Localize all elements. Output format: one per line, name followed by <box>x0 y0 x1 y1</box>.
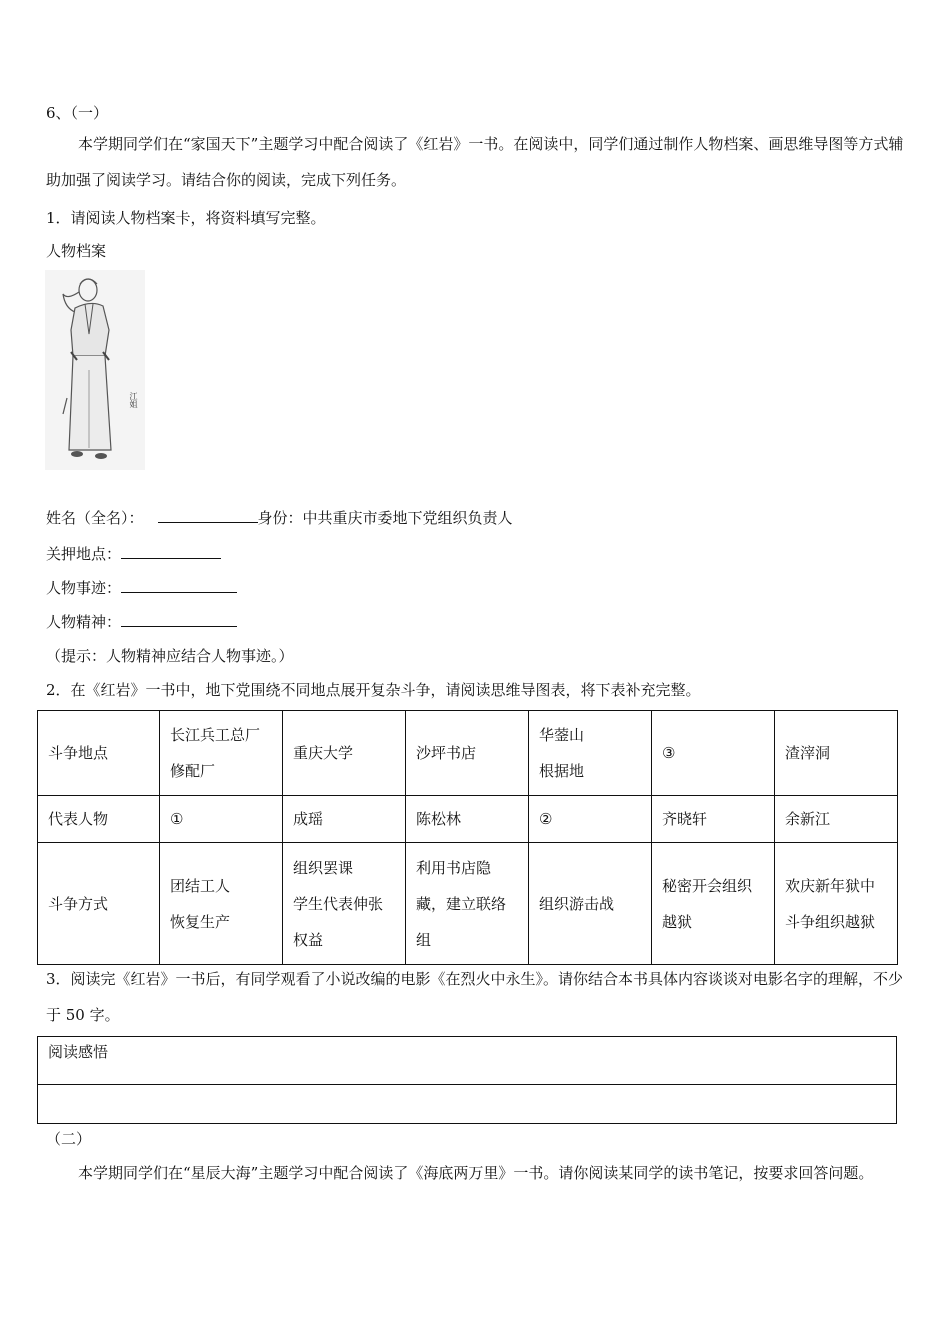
name-label: 姓名（全名）： <box>46 509 144 527</box>
reading-answer-area[interactable] <box>38 1085 897 1124</box>
prison-blank[interactable] <box>121 544 221 559</box>
table-cell: 组织罢课 学生代表伸张 权益 <box>283 843 406 965</box>
task-3-prompt: 3．阅读完《红岩》一书后，有同学观看了小说改编的电影《在烈火中永生》。请你结合本书具体内容谈谈对电影名字的理解，不少于 50 字。 <box>46 970 904 1024</box>
table-cell: 欢庆新年狱中 斗争组织越狱 <box>775 843 898 965</box>
question-number: 6、（一） <box>46 104 109 122</box>
portrait-caption: 江姐 <box>129 392 138 408</box>
name-blank[interactable] <box>158 508 258 523</box>
table-cell: 渣滓洞 <box>775 711 898 796</box>
reading-box-label: 阅读感悟 <box>38 1037 897 1085</box>
profile-title: 人物档案 <box>46 242 107 260</box>
struggle-table <box>37 710 898 965</box>
part1-intro: 本学期同学们在“家国天下”主题学习中配合阅读了《红岩》一书。在阅读中，同学们通过制作人物档案、画思维导图等方式辅助加强了阅读学习。请结合你的阅读，完成下列任务。 <box>46 135 904 189</box>
prison-field-row <box>46 543 221 564</box>
prison-label: 关押地点： <box>46 545 122 563</box>
part2-number: （二） <box>46 1130 92 1148</box>
hint-text: （提示：人物精神应结合人物事迹。） <box>46 647 294 665</box>
spirit-label: 人物精神： <box>46 613 122 631</box>
table-cell: 长江兵工总厂 修配厂 <box>160 711 283 796</box>
part2-intro: 本学期同学们在“星辰大海”主题学习中配合阅读了《海底两万里》一书。请你阅读某同学的读书笔记，按要求回答问题。 <box>78 1164 874 1182</box>
blank-cell-2[interactable]: ② <box>529 796 652 843</box>
table-cell: 齐晓轩 <box>652 796 775 843</box>
table-cell: 团结工人 恢复生产 <box>160 843 283 965</box>
task-1-prompt: 1．请阅读人物档案卡，将资料填写完整。 <box>46 209 326 227</box>
table-row <box>38 843 898 965</box>
table-cell: 余新江 <box>775 796 898 843</box>
row-header: 斗争方式 <box>38 843 160 965</box>
table-row <box>38 1085 897 1124</box>
table-cell: 秘密开会组织 越狱 <box>652 843 775 965</box>
table-row <box>38 711 898 796</box>
table-row <box>38 796 898 843</box>
table-cell: 沙坪书店 <box>406 711 529 796</box>
blank-cell-3[interactable]: ③ <box>652 711 775 796</box>
woman-figure-drawing <box>45 270 145 470</box>
table-cell: 陈松林 <box>406 796 529 843</box>
table-cell: 成瑶 <box>283 796 406 843</box>
identity-text: 身份：中共重庆市委地下党组织负责人 <box>257 509 513 527</box>
row-header: 代表人物 <box>38 796 160 843</box>
task-2-prompt: 2．在《红岩》一书中，地下党围绕不同地点展开复杂斗争，请阅读思维导图表，将下表补充完整。 <box>46 681 701 699</box>
portrait-illustration <box>45 270 145 470</box>
deeds-field-row <box>46 577 237 598</box>
spirit-blank[interactable] <box>121 612 237 627</box>
row-header: 斗争地点 <box>38 711 160 796</box>
table-cell: 华蓥山 根据地 <box>529 711 652 796</box>
name-field-row <box>46 507 513 528</box>
table-cell: 重庆大学 <box>283 711 406 796</box>
blank-cell-1[interactable]: ① <box>160 796 283 843</box>
spirit-field-row <box>46 611 237 632</box>
table-row <box>38 1037 897 1085</box>
deeds-blank[interactable] <box>121 578 237 593</box>
deeds-label: 人物事迹： <box>46 579 122 597</box>
reading-response-box <box>37 1036 897 1124</box>
table-cell: 利用书店隐 藏，建立联络 组 <box>406 843 529 965</box>
table-cell: 组织游击战 <box>529 843 652 965</box>
